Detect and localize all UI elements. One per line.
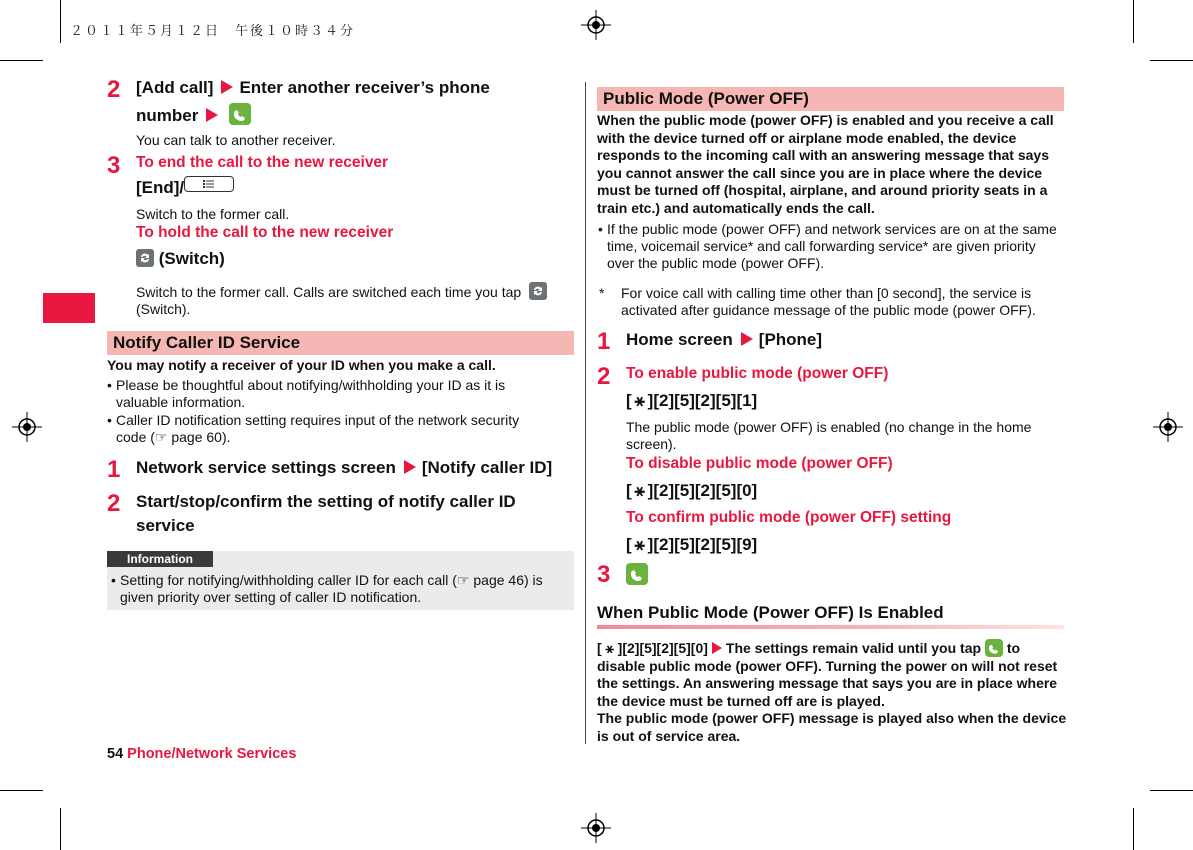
arrow-icon xyxy=(404,460,416,474)
subheading: To disable public mode (power OFF) xyxy=(626,455,893,472)
bullet-item: • Please be thoughtful about notifying/withholding your ID as it is valuable information. xyxy=(116,377,546,411)
section-header: Public Mode (Power OFF) xyxy=(597,87,1064,111)
step-note: You can talk to another receiver. xyxy=(136,132,336,148)
step-text: Start/stop/confirm the setting of notify caller ID xyxy=(136,492,516,511)
switch-icon xyxy=(529,282,547,300)
arrow-icon xyxy=(206,108,218,122)
step-text: [ ⚹ ][2][5][2][5][0] xyxy=(626,479,757,503)
section-intro: You may notify a receiver of your ID when you make a call. xyxy=(107,357,496,373)
star-key-icon: ⚹ xyxy=(605,640,614,656)
crop-mark xyxy=(1150,60,1193,61)
footnote: For voice call with calling time other than [0 second], the service is activated after guidance message of the public mode (power OFF). xyxy=(621,285,1036,318)
bullet-item: • If the public mode (power OFF) and network services are on at the same time, voicemail service* and call forwarding service* are given priority over the public mode (power OFF). xyxy=(607,221,1057,272)
registration-mark-icon xyxy=(12,412,42,442)
step-note: Switch to the former call. xyxy=(136,206,290,222)
subheading: To enable public mode (power OFF) xyxy=(626,365,889,382)
subheading: To end the call to the new receiver xyxy=(136,154,389,171)
call-phone-icon xyxy=(229,103,251,125)
star-key-icon: ⚹ xyxy=(634,481,645,500)
registration-mark-icon xyxy=(581,10,611,40)
step-number: 2 xyxy=(107,490,121,517)
chapter-tab xyxy=(43,293,95,323)
page-number: 54 xyxy=(107,746,124,762)
print-timestamp: ２０１１年５月１２日 午後１０時３４分 xyxy=(70,24,356,39)
step-text: number xyxy=(136,103,251,128)
crop-mark xyxy=(0,60,43,61)
call-phone-icon xyxy=(626,563,648,585)
subsection-underline xyxy=(597,625,1064,629)
arrow-icon xyxy=(221,80,233,94)
crop-mark xyxy=(0,790,43,791)
arrow-icon xyxy=(741,332,753,346)
subheading: To confirm public mode (power OFF) setting xyxy=(626,509,952,526)
arrow-icon xyxy=(712,642,722,654)
step-number: 3 xyxy=(107,152,121,179)
registration-mark-icon xyxy=(1153,412,1183,442)
step-note: The public mode (power OFF) is enabled (no change in the home screen). xyxy=(626,419,1032,452)
star-key-icon: ⚹ xyxy=(634,391,645,410)
crop-mark xyxy=(60,808,61,850)
menu-key-icon xyxy=(184,176,234,192)
bullet-item: • Setting for notifying/withholding caller ID for each call (☞ page 46) is given priority over setting of caller ID notification. xyxy=(120,572,570,606)
step-number: 2 xyxy=(107,76,121,103)
step-text: (Switch) xyxy=(136,247,225,271)
footer xyxy=(107,746,296,762)
section-intro: When the public mode (power OFF) is enabled and you receive a call with the device turned off or airplane mode enabled, the device responds to the incoming call with an answering message that says you cannot answer the call since you are in place where the device must be turned off (hospital, airplane, and around priority seats in a train etc.) and automatically ends the call. xyxy=(597,112,1054,216)
footer-section: Phone/Network Services xyxy=(127,746,297,762)
step-number: 2 xyxy=(597,363,611,390)
subsection-title: When Public Mode (Power OFF) Is Enabled xyxy=(597,603,944,622)
footnote-mark: * xyxy=(599,285,605,301)
star-key-icon: ⚹ xyxy=(634,535,645,554)
step-text: [Add call] Enter another receiver’s phone xyxy=(136,78,490,97)
crop-mark xyxy=(1133,0,1134,43)
switch-icon xyxy=(136,249,154,267)
step-text: [ ⚹ ][2][5][2][5][1] xyxy=(626,389,757,413)
subheading: To hold the call to the new receiver xyxy=(136,224,394,241)
crop-mark xyxy=(1133,808,1134,850)
column-divider xyxy=(585,82,586,744)
step-text: Network service settings screen [Notify caller ID] xyxy=(136,458,553,477)
step-text xyxy=(626,563,648,588)
subsection-body: [ ⚹ ][2][5][2][5][0] The settings remain valid until you tap to disable public mode (power OFF). Turning the power on will not reset the settings. An answering message that says you are in place where the device must be turned off are is played. The public mode (power OFF) message is played also when the device is out of service area. xyxy=(597,640,1067,744)
information-label: Information xyxy=(107,551,213,567)
step-note: Switch to the former call. Calls are switched each time you tap (Switch). xyxy=(136,282,576,318)
step-number: 3 xyxy=(597,561,611,588)
call-phone-icon xyxy=(985,639,1003,657)
step-number: 1 xyxy=(107,456,121,483)
bullet-item: • Caller ID notification setting requires input of the network security code (☞ page 60). xyxy=(116,412,546,446)
step-number: 1 xyxy=(597,328,611,355)
step-text: service xyxy=(136,516,195,535)
step-text: Home screen [Phone] xyxy=(626,330,823,349)
step-text: [End]/ xyxy=(136,176,234,200)
step-text: [ ⚹ ][2][5][2][5][9] xyxy=(626,533,757,557)
section-header: Notify Caller ID Service xyxy=(107,331,574,355)
crop-mark xyxy=(1150,790,1193,791)
crop-mark xyxy=(60,0,61,43)
registration-mark-icon xyxy=(581,813,611,843)
